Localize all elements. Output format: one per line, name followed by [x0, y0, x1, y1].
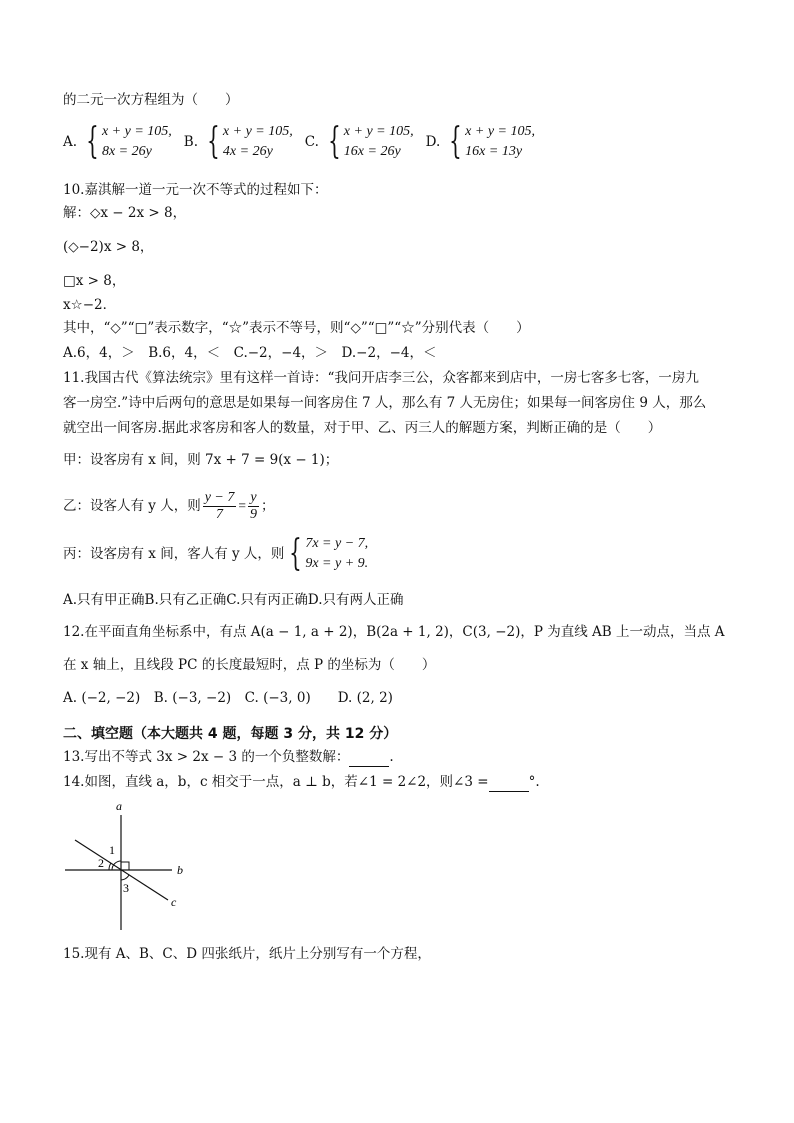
label-1: 1	[109, 843, 115, 857]
q10-step4: x☆−2．	[63, 297, 117, 313]
eq2: 16x = 26y	[343, 144, 401, 159]
eq1: x + y = 105,	[222, 124, 293, 139]
brace-icon: {	[86, 121, 99, 162]
brace-icon: {	[449, 121, 463, 162]
denominator: 9	[250, 506, 258, 522]
label-b: b	[177, 863, 183, 877]
angle-3-arc	[121, 875, 129, 880]
answer-blank	[349, 752, 389, 767]
option-label: D.	[425, 134, 441, 150]
brace-icon: {	[328, 121, 341, 162]
angle-2-arc	[109, 863, 111, 870]
denominator: 7	[216, 506, 224, 522]
q14-text: 14.如图，直线 a，b，c 相交于一点，a ⊥ b，若∠1 = 2∠2，则∠3 =	[63, 774, 489, 790]
label-a: a	[116, 800, 122, 813]
label-3: 3	[123, 881, 129, 895]
eq2: 4x = 26y	[222, 144, 273, 159]
q10-options: A.6，4，＞ B.6，4，＜ C.−2，−4，＞ D.−2，−4，＜	[63, 345, 437, 361]
q14-figure	[60, 800, 200, 935]
eq2: 8x = 26y	[101, 144, 152, 159]
numerator: y	[250, 489, 257, 505]
q11-options: A.只有甲正确B.只有乙正确C.只有丙正确D.只有两人正确	[63, 592, 404, 608]
eq2: 9x = y + 9.	[305, 556, 369, 571]
eq1: 7x = y − 7,	[305, 536, 369, 551]
label-2: 2	[98, 856, 104, 870]
q9-option-d	[426, 122, 535, 162]
q14	[63, 772, 540, 792]
q10-title: 10.嘉淇解一道一元一次不等式的过程如下：	[63, 182, 328, 198]
q11-yi-prefix: 乙：设客人有 y 人，则	[63, 498, 201, 514]
q11-line1: 11.我国古代《算法统宗》里有这样一首诗：“我问开店李三公，众客都来到店中，一房七客多七客，一房九	[63, 370, 699, 386]
q11-line2: 客一房空.”诗中后两句的意思是如果每一间客房住 7 人，那么有 7 人无房住；如果每一间客房住 9 人，那么	[63, 395, 707, 411]
q13-text: 13.写出不等式 3x > 2x − 3 的一个负整数解：	[63, 749, 350, 765]
q10-step3: □x > 8，	[63, 273, 126, 289]
q9-option-b	[184, 122, 293, 162]
q12-line1: 12.在平面直角坐标系中，有点 A(a − 1, a + 2)，B(2a + 1, 2)，C(3, −2)，P 为直线 AB 上一动点，当点 A	[63, 624, 725, 640]
q10-desc: 其中，“◇”“□”表示数字，“☆”表示不等号，则“◇”“□”“☆”分别代表（ ）	[63, 320, 530, 336]
fraction	[248, 490, 259, 523]
fraction	[203, 490, 237, 523]
q10-step1: 解：◇x − 2x > 8，	[63, 205, 187, 221]
q9-tail: 的二元一次方程组为（ ）	[63, 92, 239, 108]
q13-end: .	[389, 749, 394, 765]
brace-icon: {	[289, 533, 303, 574]
q9-option-a	[63, 122, 172, 162]
q11-bing-prefix: 丙：设客房有 x 间，客人有 y 人，则	[63, 546, 285, 562]
eq1: x + y = 105,	[101, 124, 172, 139]
option-label: B.	[183, 134, 198, 150]
q11-yi-suffix: ；	[261, 498, 275, 514]
q11-bing	[63, 532, 368, 576]
option-label: C.	[304, 134, 319, 150]
q12-options: A. (−2, −2) B. (−3, −2) C. (−3, 0) D. (2, 2)	[63, 690, 393, 706]
q14-end: °.	[528, 774, 540, 790]
q10-step2: (◇−2)x > 8，	[63, 239, 154, 255]
q15: 15.现有 A、B、C、D 四张纸片，纸片上分别写有一个方程，	[63, 946, 431, 962]
section-2-title: 二、填空题（本大题共 4 题，每题 3 分，共 12 分）	[63, 726, 398, 742]
equals-sign: =	[238, 498, 247, 513]
q9-option-c	[305, 122, 414, 162]
eq2: 16x = 13y	[465, 144, 523, 159]
q11-jia: 甲：设客房有 x 间，则 7x + 7 = 9(x − 1)；	[63, 452, 339, 468]
q11-line3: 就空出一间客房.据此求客房和客人的数量，对于甲、乙、丙三人的解题方案，判断正确的是（ ）	[63, 420, 662, 436]
option-label: A.	[63, 134, 78, 150]
brace-icon: {	[207, 121, 220, 162]
q13	[63, 747, 394, 767]
right-angle-mark	[121, 862, 129, 870]
q12-line2: 在 x 轴上，且线段 PC 的长度最短时，点 P 的坐标为（ ）	[63, 657, 436, 673]
q9-options	[63, 122, 547, 162]
q11-yi	[63, 486, 275, 526]
answer-blank	[489, 777, 529, 792]
numerator: y − 7	[204, 489, 235, 505]
eq1: x + y = 105,	[343, 124, 414, 139]
eq1: x + y = 105,	[465, 124, 535, 139]
label-c: c	[171, 895, 177, 909]
